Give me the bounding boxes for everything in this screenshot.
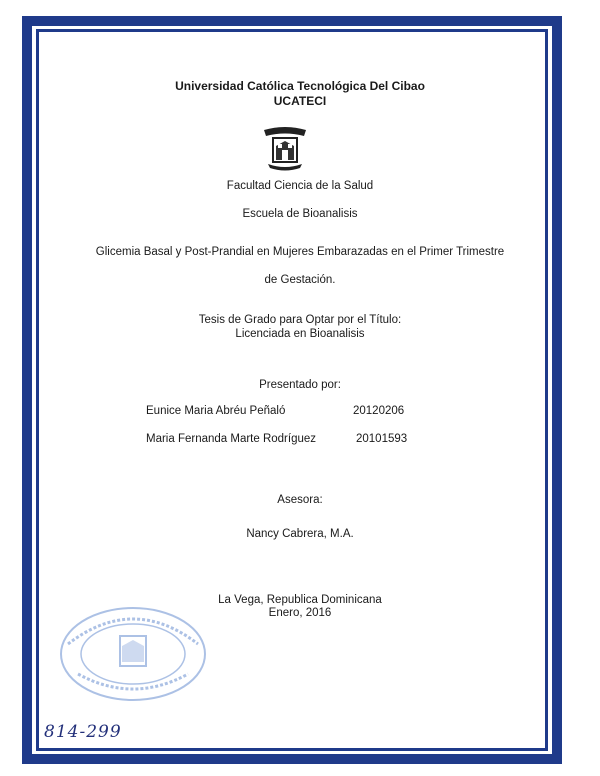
thesis-title-line2: de Gestación. — [264, 274, 336, 286]
handwritten-call-number: 814-299 — [44, 722, 122, 742]
presented-by-label: Presentado por: — [259, 379, 341, 391]
school-name: Escuela de Bioanalisis — [242, 208, 358, 220]
thesis-title-line1: Glicemia Basal y Post-Prandial en Mujeres Embarazadas en el Primer Trimestre — [95, 246, 505, 258]
university-name: Universidad Católica Tecnológica Del Cibao — [175, 79, 425, 93]
author-1-name: Eunice Maria Abréu Peñaló — [146, 405, 286, 417]
date: Enero, 2016 — [268, 607, 332, 619]
university-logo-icon — [260, 124, 310, 172]
author-2-id: 20101593 — [356, 433, 408, 445]
faculty-name: Facultad Ciencia de la Salud — [226, 180, 374, 192]
advisor-label: Asesora: — [277, 494, 323, 506]
library-stamp-icon — [58, 604, 208, 704]
author-2-name: Maria Fernanda Marte Rodríguez — [146, 433, 317, 445]
university-acronym: UCATECI — [273, 94, 327, 108]
author-1-id: 20120206 — [353, 405, 405, 417]
thesis-degree-line2: Licenciada en Bioanalisis — [235, 328, 365, 340]
thesis-degree-line1: Tesis de Grado para Optar por el Título: — [198, 314, 402, 326]
location: La Vega, Republica Dominicana — [218, 594, 382, 606]
advisor-name: Nancy Cabrera, M.A. — [246, 528, 354, 540]
